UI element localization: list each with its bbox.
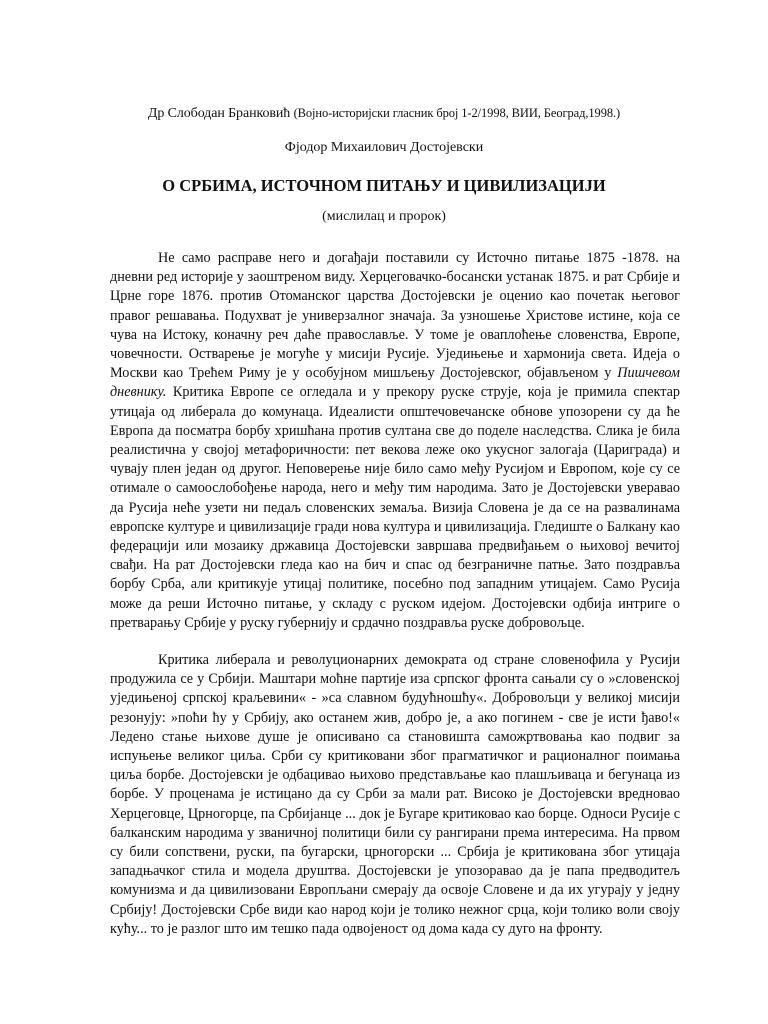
paragraph-1-italic-title: Пишчевом дневнику. bbox=[110, 365, 680, 401]
paragraph-1-text bbox=[110, 249, 680, 633]
article-subtitle: (мислилац и пророк) bbox=[322, 209, 446, 224]
article-title: О СРБИМА, ИСТОЧНОМ ПИТАЊУ И ЦИВИЛИЗАЦИЈИ bbox=[162, 176, 606, 195]
paragraph-2 bbox=[110, 651, 680, 939]
paragraph-1 bbox=[110, 249, 680, 633]
author-name: Др Слободан Бранковић bbox=[147, 106, 291, 121]
paragraph-1-part-a: Не само расправе него и догађаји поставили су Источно питање 1875 -1878. на дневни ред историје у заоштреном виду. Херцеговачко-босански устанак 1875. и рат Србије и Црне горе 1876. против Отоманског царства Достојевски је оценио као почетак његовог правог решавања. Подухват је универзалног значаја. За узношење Христове истине, која се чува на Истоку, коначну реч даће православље. У томе је оваплоћење словенства, Европе, човечности. Остварење је могуће у мисији Русије. Уједињење и хармонија света. Идеја о Москви као Трећем Риму је у особујном мишљењу Достојевског, објављеном у bbox=[110, 250, 680, 382]
byline bbox=[0, 106, 768, 122]
paragraph-1-part-b: Критика Европе се огледала и у прекору руске струје, која је примила спектар утицаја од либерала до комунаца. Идеалисти општечовечанске обнове упозорени су да ће Европа да посматра борбу хришћана против султана све до поделе наследства. Слика је била реалистична у својој метафоричности: пет векова леже око укусног залогаја (Цариграда) и чувају плен један од другог. Неповерење није било само међу Русијом и Европом, које су се отимале о самоослобођење народа, него и међу тим народима. Зато је Достојевски уверавао да Русија неће узети ни педаљ словенских земаља. Визија Словена је да се на развалинама европске културе и цивилизације гради нова култура и цивилизација. Гледиште о Балкану као федерацији или мозаику државица Достојевски завршава предвиђањем о њиховој вечитој свађи. На рат Достојевски гледа као на бич и спас од безграничне патње. Зато поздравља борбу Срба, али критикује утицај политике, посебно под западним утицајем. Само Русија може да реши Источно питање, у складу с руском идејом. Достојевски одбија интриге о претварању Србије у руску губернију и срдачно поздравља руске добровољце. bbox=[110, 384, 680, 631]
subject-name: Фјодор Михаилович Достојевски bbox=[284, 140, 484, 155]
source-citation: (Војно-историјски гласник број 1-2/1998, ВИИ, Београд,1998.) bbox=[293, 106, 621, 120]
paragraph-2-text: Критика либерала и револуционарних демократа од стране словенофила у Русији продужила се у Србији. Маштари моћне партије иза српског фронта сањали су о »словенској уједињеној српској краљевини« - »са славном будућношћу«. Добровољци у великој мисији резонују: »поћи ћу у Србију, ако останем жив, добро је, а ако погинем - све је исти ђаво!« Ледено стање њихове душе је описивано са становишта саможртвовања као подвиг за испуњење великог циља. Срби су критиковани због прагматичког и рационалног поимања циља борбе. Достојевски је одбацивао њихово представљање као плашљиваца и бегунаца из борбе. У проценама је истицано да су Срби за мали рат. Високо је Достојевски вредновао Херцеговце, Црногорце, па Србијанце ... док је Бугаре критиковао као борце. Односи Русије с балканским народима у званичној политици били су рангирани према интересима. На првом су били сопствени, руски, па бугарски, црногорски ... Србија је критикована због утицаја западњачког стила и модела друштва. Достојевски је упозоравао да је папа предводитељ комунизма и да цивилизовани Европљани смерају да освоје Словене и да их угурају у једну Србију! Достојевски Србе види као народ који је толико нежног срца, који толико воли своју кућу... то је разлог што им тешко пада одвојеност од дома када су дуго на фронту. bbox=[110, 652, 680, 937]
